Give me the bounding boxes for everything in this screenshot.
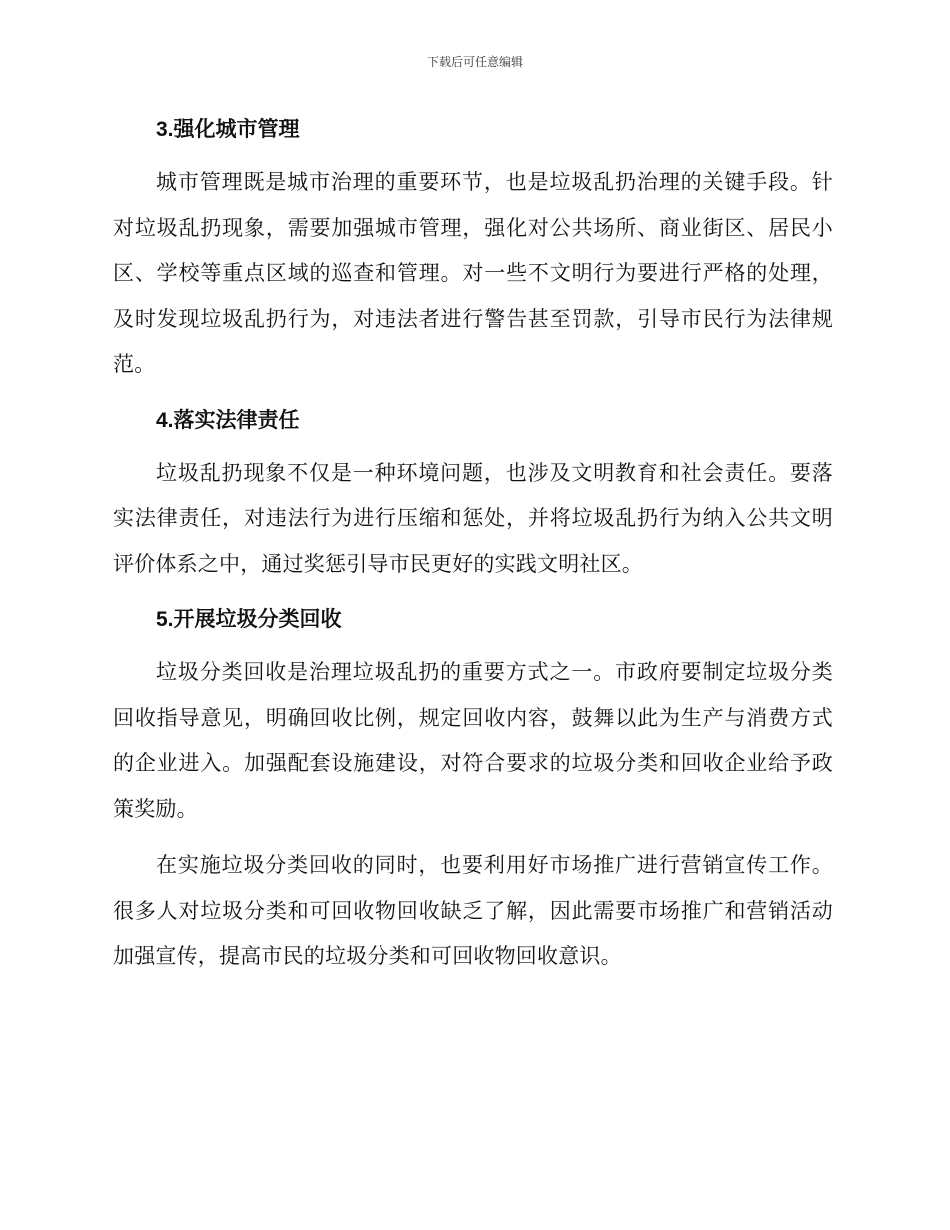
- section-4-paragraph: 垃圾乱扔现象不仅是一种环境问题，也涉及文明教育和社会责任。要落实法律责任，对违法行为进行压缩和惩处，并将垃圾乱扔行为纳入公共文明评价体系之中，通过奖惩引导市民更好的实践文明社区。: [113, 460, 833, 576]
- page-header: 下载后可任意编辑: [426, 55, 523, 69]
- section-5-paragraph-2: 在实施垃圾分类回收的同时，也要利用好市场推广进行营销宣传工作。很多人对垃圾分类和可回收物回收缺乏了解，因此需要市场推广和营销活动加强宣传，提高市民的垃圾分类和可回收物回收意识。: [113, 853, 833, 968]
- document-body: [113, 108, 833, 991]
- section-heading-5: 5.开展垃圾分类回收: [156, 608, 342, 631]
- section-3-paragraph: 城市管理既是城市治理的重要环节，也是垃圾乱扔治理的关键手段。针对垃圾乱扔现象，需要加强城市管理，强化对公共场所、商业街区、居民小区、学校等重点区域的巡查和管理。对一些不文明行为要进行严格的处理，及时发现垃圾乱扔行为，对违法者进行警告甚至罚款，引导市民行为法律规范。: [113, 170, 833, 376]
- section-5-paragraph-1: 垃圾分类回收是治理垃圾乱扔的重要方式之一。市政府要制定垃圾分类回收指导意见，明确回收比例，规定回收内容，鼓舞以此为生产与消费方式的企业进入。加强配套设施建设，对符合要求的垃圾分类和回收企业给予政策奖励。: [113, 660, 833, 821]
- section-heading-3: 3.强化城市管理: [156, 118, 300, 141]
- section-heading-4: 4.落实法律责任: [156, 408, 300, 432]
